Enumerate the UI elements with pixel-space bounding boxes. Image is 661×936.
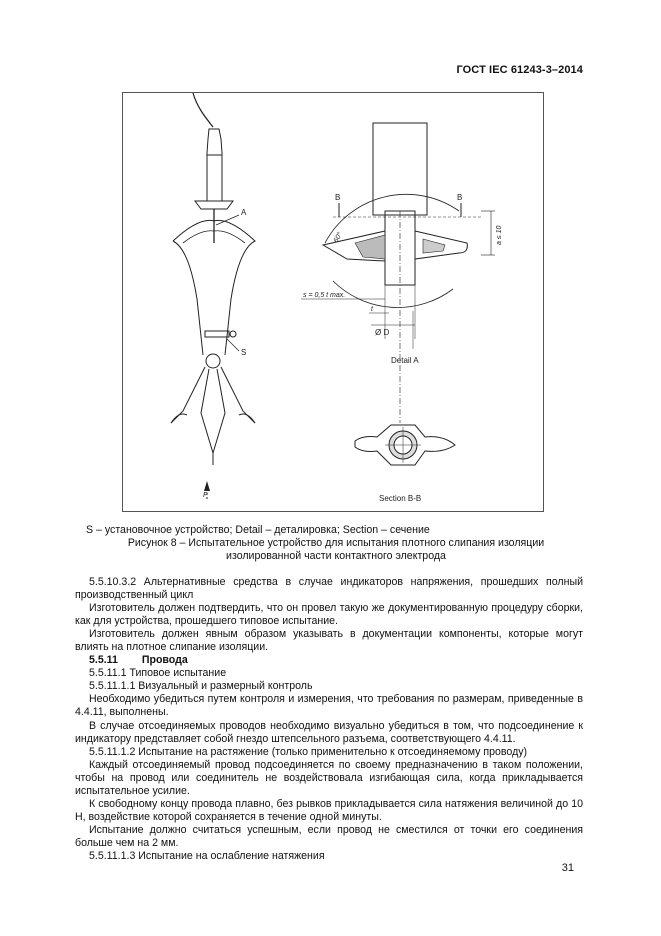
label-dimension-a: a ≤ 10 xyxy=(496,225,503,245)
detail-rod xyxy=(373,123,427,215)
paragraph: Изготовитель должен подтвердить, что он провел такую же документированную процедуру сборки, как для устройства, прошедшего типовое испытание. xyxy=(75,602,583,628)
paragraph: 5.5.10.3.2 Альтернативные средства в случае индикаторов напряжения, прошедших полный производственный цикл xyxy=(75,576,583,602)
probe-collar xyxy=(195,201,233,209)
label-s-formula: s = 0,5 t max. xyxy=(303,292,346,299)
cable xyxy=(193,93,213,127)
setting-device xyxy=(205,331,229,337)
figure-legend: S – установочное устройство; Detail – деталировка; Section – сечение xyxy=(86,524,430,536)
detail-a-title: Detail A xyxy=(391,356,419,365)
figure-caption-line-2: изолированной части контактного электрода xyxy=(226,550,446,562)
section-heading xyxy=(75,654,583,667)
test-device-drawing xyxy=(123,93,543,511)
body-text xyxy=(75,576,583,863)
label-b-left: B xyxy=(335,193,341,202)
paragraph: К свободному концу провода плавно, без рывков прикладывается сила натяжения величиной до 10 Н, воздействие которой сохраняется в течение одной минуты. xyxy=(75,797,583,823)
label-b-right: B xyxy=(457,193,463,202)
clamp-handles xyxy=(171,367,255,423)
paragraph: Необходимо убедиться путем контроля и измерения, что требования по размерам, приведенные в 4.4.11, выполнены. xyxy=(75,693,583,719)
figure-caption xyxy=(86,537,586,563)
label-diameter: Ø D xyxy=(375,328,390,337)
paragraph: В случае отсоединяемых проводов необходимо визуально убедиться в том, что подсоединение к индикатору представляет собой гнездо штепсельного разъема, соответствующего 4.4.11. xyxy=(75,719,583,745)
section-heading-number: 5.5.11 xyxy=(89,654,118,667)
label-s: S xyxy=(241,348,247,357)
figure-frame xyxy=(122,92,544,512)
paragraph: 5.5.11.1 Типовое испытание xyxy=(89,667,227,680)
paragraph: Каждый отсоединяемый провод подсоединяется по своему предназначению в таком положении, чтобы на провод или соединитель не воздействовала изгибающая сила, когда прикладывается испытательное усилие. xyxy=(75,758,583,797)
paragraph: Изготовитель должен явным образом указывать в документации компоненты, которые могут влиять на плотное слипание изоляции. xyxy=(75,628,583,654)
paragraph: 5.5.11.1.3 Испытание на ослабление натяжения xyxy=(89,849,325,862)
label-t: t xyxy=(371,306,373,313)
figure-caption-line-1: Рисунок 8 – Испытательное устройство для испытания плотного слипания изоляции xyxy=(127,537,545,549)
label-angle: 60° xyxy=(332,231,345,244)
section-bb-title: Section B-B xyxy=(379,494,422,503)
paragraph: Испытание должно считаться успешным, если провод не сместился от точки его соединения больше чем на 2 мм. xyxy=(75,823,583,849)
section-heading-title: Провода xyxy=(141,654,188,667)
label-a: A xyxy=(241,208,247,217)
paragraph: 5.5.11.1.1 Визуальный и размерный контроль xyxy=(89,680,313,693)
force-arrow-icon xyxy=(204,481,210,491)
paragraph: 5.5.11.1.2 Испытание на растяжение (только применительно к отсоединяемому проводу) xyxy=(89,745,528,758)
probe-handle xyxy=(207,129,222,201)
label-f: F xyxy=(203,492,208,499)
detail-circle xyxy=(325,194,459,243)
document-code: ГОСТ IEC 61243-3–2014 xyxy=(456,64,583,76)
page-number: 31 xyxy=(561,862,574,874)
clamp-hinge xyxy=(206,354,220,368)
